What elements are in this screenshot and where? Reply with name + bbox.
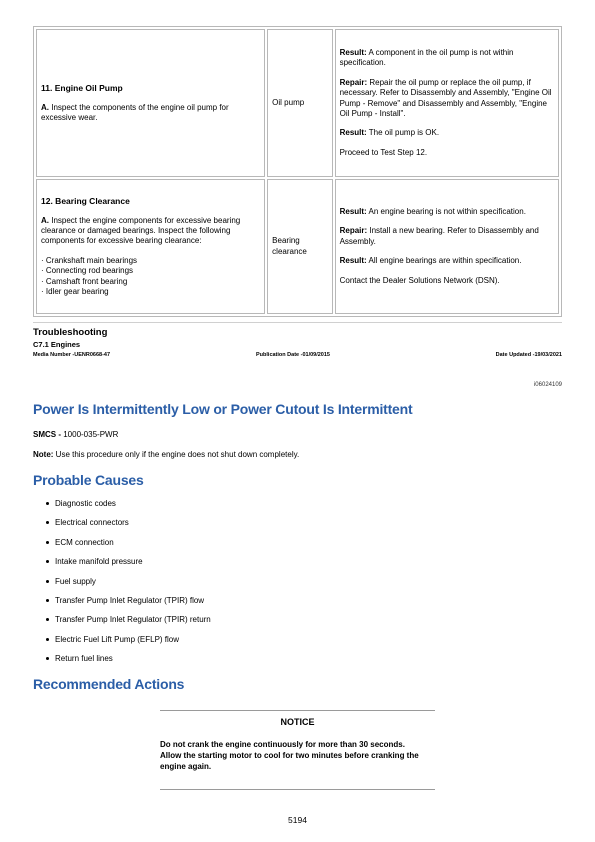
image-id: i06024109 bbox=[533, 382, 562, 388]
list-item: · Crankshaft main bearings bbox=[41, 255, 138, 265]
notice-body: Do not crank the engine continuously for more than 30 seconds. Allow the starting motor to cool for two minutes before cranking the engine again. bbox=[160, 740, 419, 771]
note: Note: Use this procedure only if the engine does not shut down completely. bbox=[33, 450, 300, 459]
step-instruction: A. Inspect the engine components for excessive bearing clearance or damaged bearings. Inspect the following components for excessive bearing clearance: bbox=[41, 215, 241, 246]
result-line: Result: A component in the oil pump is not within specification. bbox=[339, 47, 514, 68]
bullet-icon bbox=[46, 521, 49, 524]
step-cell bbox=[36, 29, 265, 177]
list-item: Electrical connectors bbox=[46, 518, 211, 537]
results-cell bbox=[335, 29, 559, 177]
component-cell: Oil pump bbox=[267, 29, 332, 177]
recommended-actions-heading: Recommended Actions bbox=[33, 676, 185, 692]
table-row bbox=[36, 179, 559, 314]
list-item: · Connecting rod bearings bbox=[41, 266, 134, 276]
step-cell bbox=[36, 179, 265, 314]
results-cell bbox=[335, 179, 559, 314]
component-list bbox=[41, 256, 260, 298]
list-item: Fuel supply bbox=[46, 577, 211, 596]
notice-top-rule bbox=[160, 710, 435, 711]
result-line: Result: An engine bearing is not within specification. bbox=[339, 207, 526, 217]
notice-bottom-rule bbox=[160, 789, 435, 790]
proceed-line: Proceed to Test Step 12. bbox=[339, 147, 428, 157]
table-row bbox=[36, 29, 559, 177]
component-cell: Bearing clearance bbox=[267, 179, 332, 314]
list-item: Transfer Pump Inlet Regulator (TPIR) flow bbox=[46, 596, 211, 615]
list-item: Transfer Pump Inlet Regulator (TPIR) return bbox=[46, 615, 211, 634]
step-instruction: A. Inspect the components of the engine oil pump for excessive wear. bbox=[41, 102, 229, 123]
date-updated: Date Updated -19/03/2021 bbox=[495, 352, 562, 358]
result-line: Result: All engine bearings are within specification. bbox=[339, 256, 522, 266]
probable-causes-list bbox=[46, 499, 211, 674]
bullet-icon bbox=[46, 638, 49, 641]
notice-title: NOTICE bbox=[280, 717, 315, 727]
list-item: Return fuel lines bbox=[46, 654, 211, 673]
page-number: 5194 bbox=[288, 815, 307, 825]
bullet-icon bbox=[46, 560, 49, 563]
bullet-icon bbox=[46, 618, 49, 621]
bullet-icon bbox=[46, 580, 49, 583]
list-item: · Idler gear bearing bbox=[41, 287, 109, 296]
page-title: Power Is Intermittently Low or Power Cutout Is Intermittent bbox=[33, 401, 413, 417]
list-item: Diagnostic codes bbox=[46, 499, 211, 518]
list-item: · Camshaft front bearing bbox=[41, 276, 128, 286]
step-title: 11. Engine Oil Pump bbox=[41, 82, 123, 93]
list-item: ECM connection bbox=[46, 538, 211, 557]
probable-causes-heading: Probable Causes bbox=[33, 472, 144, 488]
repair-line: Repair: Install a new bearing. Refer to Disassembly and Assembly. bbox=[339, 226, 539, 246]
test-step-table bbox=[33, 26, 562, 317]
document-subtitle: C7.1 Engines bbox=[33, 340, 81, 349]
bullet-icon bbox=[46, 502, 49, 505]
contact-line: Contact the Dealer Solutions Network (DSN). bbox=[339, 275, 500, 285]
header-divider bbox=[33, 322, 562, 323]
list-item: Electric Fuel Lift Pump (EFLP) flow bbox=[46, 635, 211, 654]
bullet-icon bbox=[46, 657, 49, 660]
publication-date: Publication Date -01/09/2015 bbox=[256, 352, 330, 358]
step-title: 12. Bearing Clearance bbox=[41, 195, 130, 206]
smcs-code: SMCS - 1000-035-PWR bbox=[33, 430, 119, 439]
repair-line: Repair: Repair the oil pump or replace the oil pump, if necessary. Refer to Disassembly and Assembly, "Engine Oil Pump - Remove" and Disassembly and Assembly, "Engine Oil Pump - Install". bbox=[339, 77, 552, 118]
media-number: Media Number -UENR0668-47 bbox=[33, 352, 111, 358]
bullet-icon bbox=[46, 599, 49, 602]
result-line: Result: The oil pump is OK. bbox=[339, 128, 440, 138]
bullet-icon bbox=[46, 541, 49, 544]
document-title: Troubleshooting bbox=[33, 327, 108, 338]
list-item: Intake manifold pressure bbox=[46, 557, 211, 576]
